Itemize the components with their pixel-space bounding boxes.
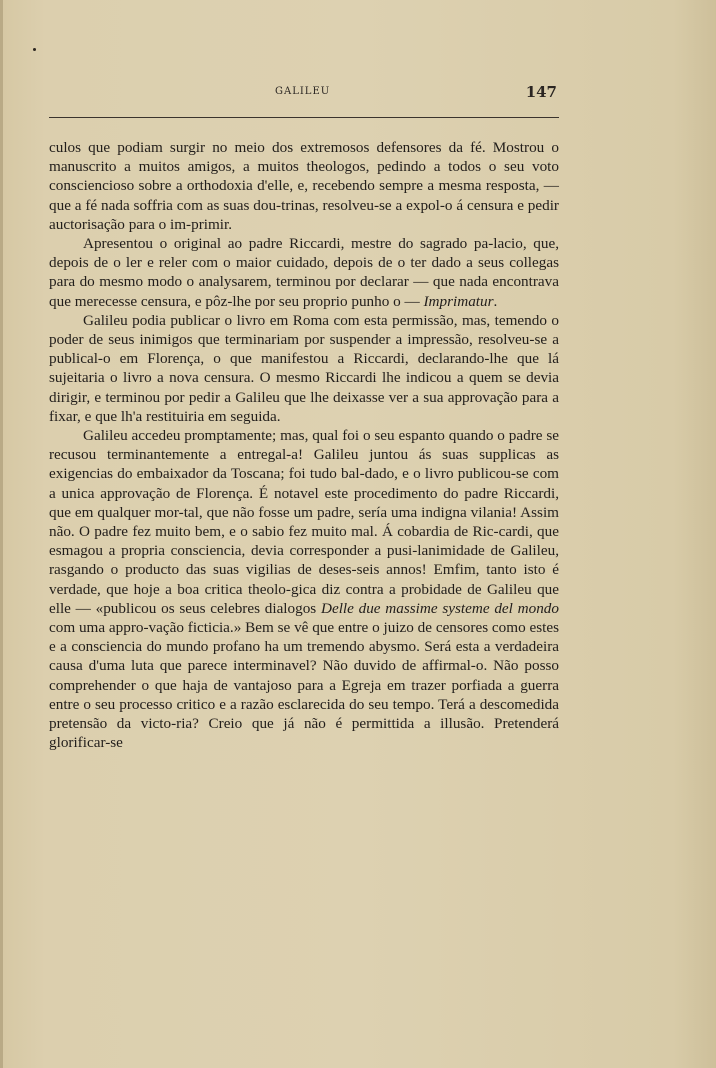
page-number: 147 (525, 83, 557, 101)
paragraph-4 (49, 426, 559, 752)
paragraph-1 (49, 138, 559, 234)
paragraph-1-text: culos que podiam surgir no meio dos extremosos defensores da fé. Mostrou o manuscrito a muitos amigos, a muitos theologos, pedindo a todos o seu voto consciencioso sobre a orthodoxia d'elle, e, recebendo sempre a mesma resposta, — que a fé nada soffria com as suas dou-trinas, resolveu-se a expol-o á censura e pedir auctorisação para o im-primir. (49, 139, 559, 233)
running-title: GALILEU (275, 86, 331, 97)
body-text (49, 138, 559, 753)
paragraph-3-text: Galileu podia publicar o livro em Roma com esta permissão, mas, temendo o poder de seus inimigos que terminariam por suspender a impressão, resolveu-se a publical-o em Florença, o que manifestou a Riccardi, declarando-lhe que lá sujeitaria o livro a nova censura. O mesmo Riccardi lhe indicou a quem se devia dirigir, e terminou por pedir a Galileu que lhe deixasse ver a sua approvação para a fixar, e que lh'a restituiria em seguida. (49, 311, 559, 425)
ink-speck (33, 48, 36, 51)
paragraph-2-text: Apresentou o original ao padre Riccardi, mestre do sagrado pa-lacio, que, depois de o ler e reler com o maior cuidado, depois de o ter dado a seus collegas para do mesmo modo o analysarem, terminou por declarar — que nada encontrava que merecesse censura, e pôz-lhe por seu proprio punho o — (49, 235, 559, 310)
paragraph-2 (49, 234, 559, 311)
imprimatur-italic: Imprimatur (423, 292, 494, 310)
header-rule (49, 117, 559, 118)
paragraph-4-text-after: com uma appro-vação ficticia.» Bem se vê que entre o juizo de censores como estes e a consciencia do mundo profano ha um tremendo abysmo. Será esta a verdadeira causa d'uma luta que parece interminavel? Não duvido de affirmal-o. Não posso comprehender o que haja de vantajoso para a Egreja em trazer porfiada a guerra entre o seu processo critico e a razão esclarecida do seu tempo. Terá a descomedida pretensão da victo-ria? Creio que já não é permittida a illusão. Pretenderá glorificar-se (49, 619, 559, 752)
paragraph-3 (49, 311, 559, 426)
paragraph-2-end: . (493, 292, 498, 310)
dialogue-title-italic: Delle due massime systeme del mondo (320, 599, 559, 617)
paragraph-4-text-before: Galileu accedeu promptamente; mas, qual foi o seu espanto quando o padre se recusou terminantemente a entregal-a! Galileu juntou ás suas supplicas as exigencias do embaixador da Toscana; foi tudo bal-dado, e o livro publicou-se com a unica approvação de Florença. É notavel este procedimento do padre Riccardi, que em qualquer mor-tal, que não fosse um padre, sería uma indigna vilania! Assim não. O padre fez muito bem, e o sabio fez muito mal. Á cobardia de Ric-cardi, que esmagou a propria consciencia, devia corresponder a pusi-lanimidade de Galileu, rasgando o producto das suas vigilias de deses-seis annos! Emfim, tanto isto é verdade, que hoje a boa critica theolo-gica diz contra a probidade de Galileu que elle — «publicou os seus celebres dialogos (49, 427, 559, 617)
page-header (49, 83, 559, 103)
